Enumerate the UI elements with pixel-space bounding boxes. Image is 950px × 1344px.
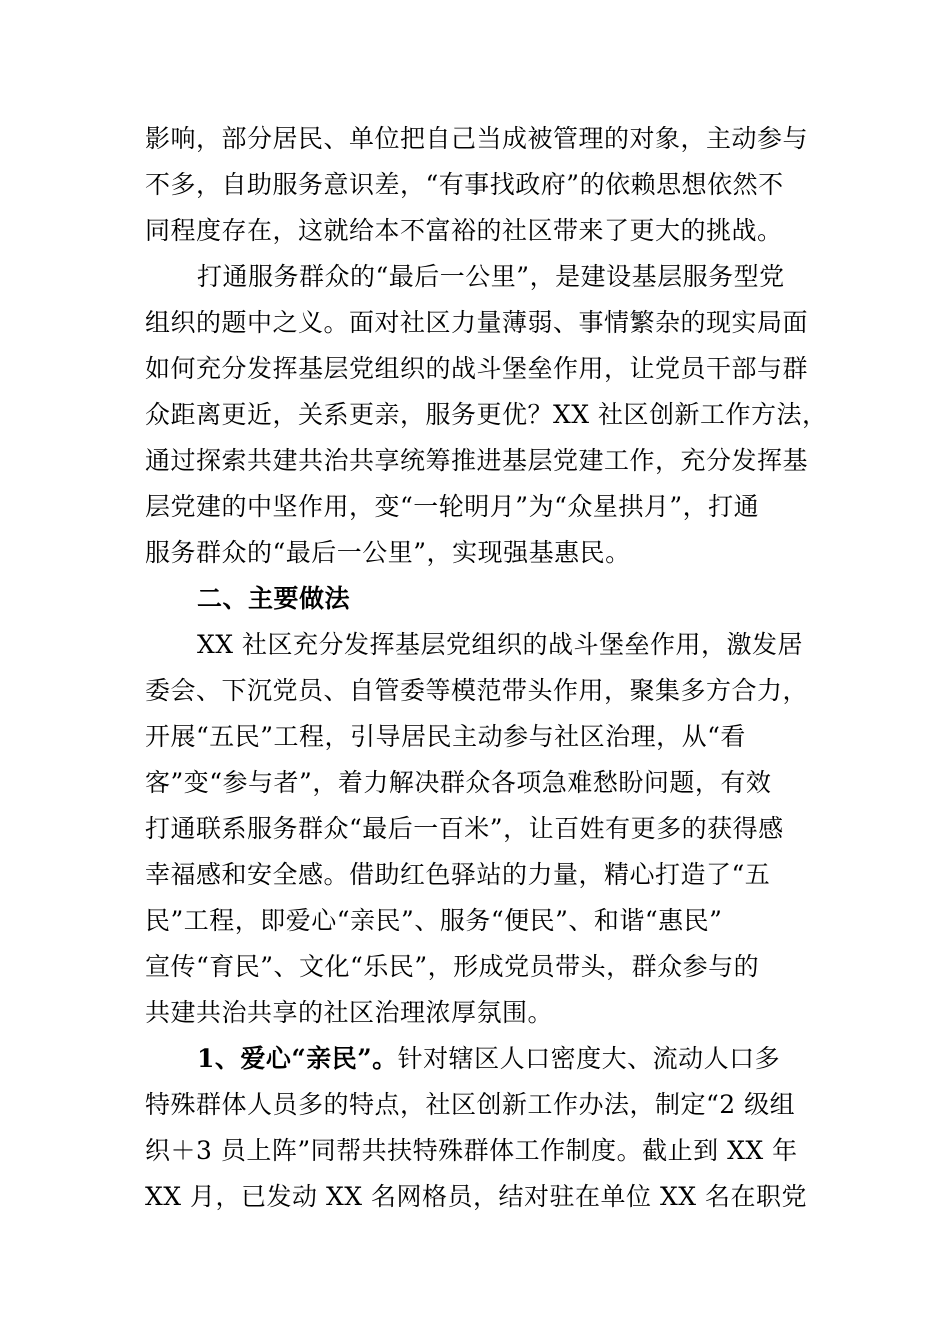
paragraph-4-line-3: 织＋3 员上阵”同帮共扶特殊群体工作制度。截止到 XX 年 [145,1136,798,1165]
paragraph-2-line-3: 如何充分发挥基层党组织的战斗堡垒作用，让党员干部与群 [145,354,809,383]
paragraph-3-line-6: 幸福感和安全感。借助红色驿站的力量，精心打造了“五 [145,860,771,889]
paragraph-2-line-7: 服务群众的“最后一公里”，实现强基惠民。 [145,538,631,567]
paragraph-4-line-1 [197,1044,815,1074]
paragraph-1-line-3: 同程度存在，这就给本不富裕的社区带来了更大的挑战。 [145,216,783,245]
paragraph-3-line-9: 共建共治共享的社区治理浓厚氛围。 [145,998,554,1027]
paragraph-3-line-3: 开展“五民”工程，引导居民主动参与社区治理，从“看 [145,722,746,751]
paragraph-2-line-5: 通过探索共建共治共享统筹推进基层党建工作，充分发挥基 [145,446,809,475]
paragraph-1-line-1: 影响，部分居民、单位把自己当成被管理的对象，主动参与 [145,124,809,153]
paragraph-1-line-2: 不多，自助服务意识差，“有事找政府”的依赖思想依然不 [145,170,784,199]
paragraph-3-line-5: 打通联系服务群众“最后一百米”，让百姓有更多的获得感 [145,814,784,843]
paragraph-3-line-8: 宣传“育民”、文化“乐民”，形成党员带头，群众参与的 [145,952,760,981]
paragraph-2-line-1: 打通服务群众的“最后一公里”，是建设基层服务型党 [197,262,785,291]
paragraph-3-line-1: XX 社区充分发挥基层党组织的战斗堡垒作用，激发居 [197,630,804,659]
paragraph-2-line-6: 层党建的中坚作用，变“一轮明月”为“众星拱月”，打通 [145,492,760,521]
paragraph-2-line-4: 众距离更近，关系更亲，服务更优？XX 社区创新工作方法， [145,400,828,429]
paragraph-3-line-4: 客”变“参与者”，着力解决群众各项急难愁盼问题，有效 [145,768,772,797]
paragraph-4-line-2: 特殊群体人员多的特点，社区创新工作办法，制定“2 级组 [145,1090,796,1119]
paragraph-4-line-4: XX 月，已发动 XX 名网格员，结对驻在单位 XX 名在职党 [145,1182,808,1211]
paragraph-2-line-2: 组织的题中之义。面对社区力量薄弱、事情繁杂的现实局面 [145,308,809,337]
paragraph-3-line-7: 民”工程，即爱心“亲民”、服务“便民”、和谐“惠民” [145,906,723,935]
paragraph-3-line-2: 委会、下沉党员、自管委等模范带头作用，聚集多方合力， [145,676,809,705]
paragraph-4-line-1-rest: 针对辖区人口密度大、流动人口多 [397,1044,781,1073]
paragraph-4-bold-lead: 1、爱心“亲民”。 [197,1044,398,1073]
section-heading: 二、主要做法 [197,584,351,613]
